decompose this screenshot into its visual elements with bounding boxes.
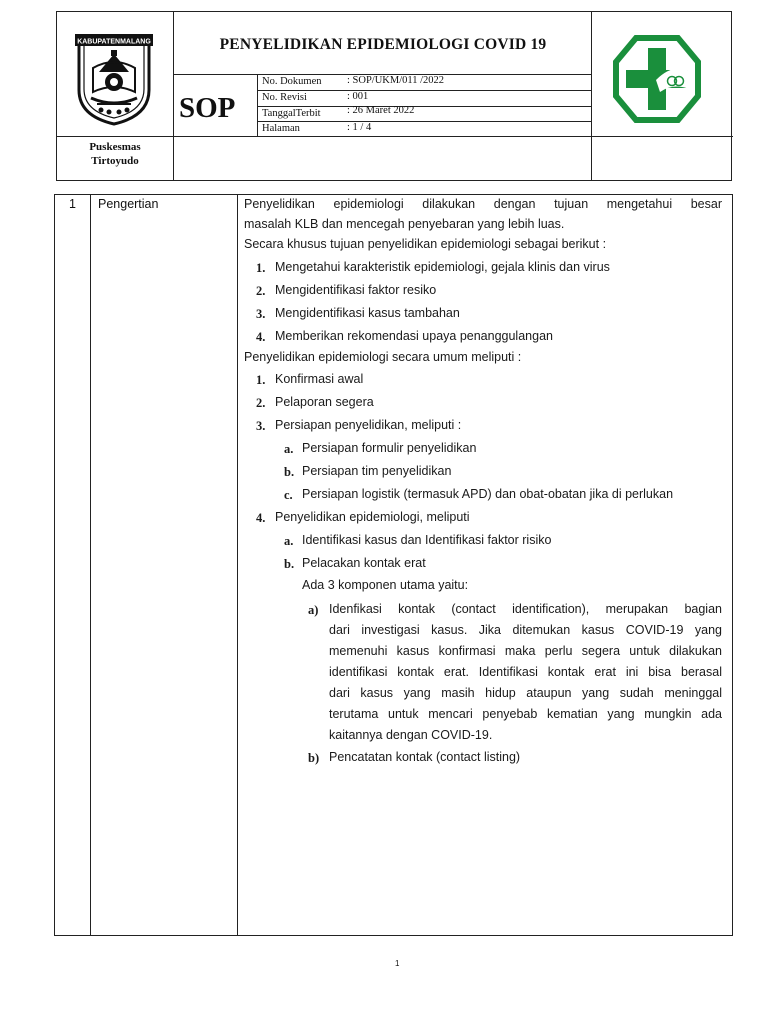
content-line: memenuhi kasus konfirmasi maka perlu segera untuk dilakukan (329, 644, 722, 658)
header-divider (57, 136, 733, 137)
document-title: PENYELIDIKAN EPIDEMIOLOGI COVID 19 (219, 36, 547, 53)
list-marker: 3. (256, 419, 266, 433)
list-marker: b) (308, 751, 320, 765)
content-table (54, 194, 733, 936)
meta-value-issue-date: : 26 Maret 2022 (347, 105, 415, 116)
meta-value-document-number: : SOP/UKM/011 /2022 (347, 75, 445, 86)
list-marker: 4. (256, 511, 266, 525)
puskesmas-name (57, 140, 173, 168)
meta-value-revision: : 001 (347, 91, 369, 102)
content-line: dari kasus yang masih hidup ataupun yang sudah meninggal (329, 686, 722, 700)
header-divider (173, 12, 174, 180)
content-line: Persiapan logistik (termasuk APD) dan obat-obatan jika di perlukan (302, 487, 674, 501)
content-line: Penyelidikan epidemiologi dilakukan dengan tujuan mengetahui besar (244, 197, 722, 211)
list-marker: c. (284, 488, 293, 502)
column-divider (90, 195, 91, 935)
content-line: Persiapan tim penyelidikan (302, 464, 452, 478)
meta-divider (257, 90, 591, 91)
regency-emblem (57, 12, 173, 136)
header-divider (591, 12, 592, 180)
meta-label-issue-date: TanggalTerbit (262, 108, 321, 119)
meta-value-page: : 1 / 4 (347, 122, 372, 133)
list-marker: b. (284, 557, 295, 571)
content-line: masalah KLB dan mencegah penyebaran yang lebih luas. (244, 217, 565, 231)
content-line: Mengidentifikasi faktor resiko (275, 283, 437, 297)
content-line: Persiapan formulir penyelidikan (302, 441, 477, 455)
meta-label-revision: No. Revisi (262, 92, 307, 103)
emblem-lettering: KABUPATENMALANG (77, 38, 151, 46)
content-line: Pencatatan kontak (contact listing) (329, 750, 521, 764)
list-marker: 2. (256, 396, 266, 410)
document-header (56, 11, 732, 181)
meta-label-document-number: No. Dokumen (262, 76, 322, 87)
content-line: Pelaporan segera (275, 395, 374, 409)
content-line: Persiapan penyelidikan, meliputi : (275, 418, 462, 432)
header-divider (257, 74, 258, 136)
content-line: Penyelidikan epidemiologi, meliputi (275, 510, 470, 524)
content-line: Mengidentifikasi kasus tambahan (275, 306, 460, 320)
list-marker: a. (284, 442, 294, 456)
list-marker: 1. (256, 261, 266, 275)
list-marker: 3. (256, 307, 266, 321)
list-marker: a. (284, 534, 294, 548)
content-line: Memberikan rekomendasi upaya penanggulangan (275, 329, 553, 343)
content-line: Mengetahui karakteristik epidemiologi, gejala klinis dan virus (275, 260, 610, 274)
content-line: Secara khusus tujuan penyelidikan epidemiologi sebagai berikut : (244, 237, 607, 251)
content-line: Pelacakan kontak erat (302, 556, 426, 570)
content-line: Identifikasi kasus dan Identifikasi faktor risiko (302, 533, 552, 547)
list-marker: a) (308, 603, 319, 617)
content-line: Ada 3 komponen utama yaitu: (302, 578, 469, 592)
meta-label-page: Halaman (262, 123, 300, 134)
content-line: terutama untuk mencari penyebab kematian yang mungkin ada (329, 707, 722, 721)
row-term: Pengertian (98, 197, 159, 211)
puskesmas-line: Tirtoyudo (91, 155, 139, 167)
list-marker: b. (284, 465, 295, 479)
puskesmas-logo (612, 34, 702, 129)
sop-label: SOP (179, 92, 236, 124)
row-number: 1 (69, 197, 76, 211)
page-number: 1 (395, 959, 400, 968)
content-line: dari investigasi kasus. Jika ditemukan kasus COVID-19 yang (329, 623, 722, 637)
content-line: Konfirmasi awal (275, 372, 364, 386)
meta-divider (257, 121, 591, 122)
puskesmas-line: Puskesmas (89, 141, 141, 153)
list-marker: 1. (256, 373, 266, 387)
list-marker: 4. (256, 330, 266, 344)
column-divider (237, 195, 238, 935)
meta-divider (257, 106, 591, 107)
content-line: Penyelidikan epidemiologi secara umum meliputi : (244, 350, 522, 364)
content-line: Idenfikasi kontak (contact identification), merupakan bagian (329, 602, 722, 616)
content-line: identifikasi kontak erat. Identifikasi kontak erat ini bisa berasal (329, 665, 722, 679)
content-line: kaitannya dengan COVID-19. (329, 728, 493, 742)
list-marker: 2. (256, 284, 266, 298)
